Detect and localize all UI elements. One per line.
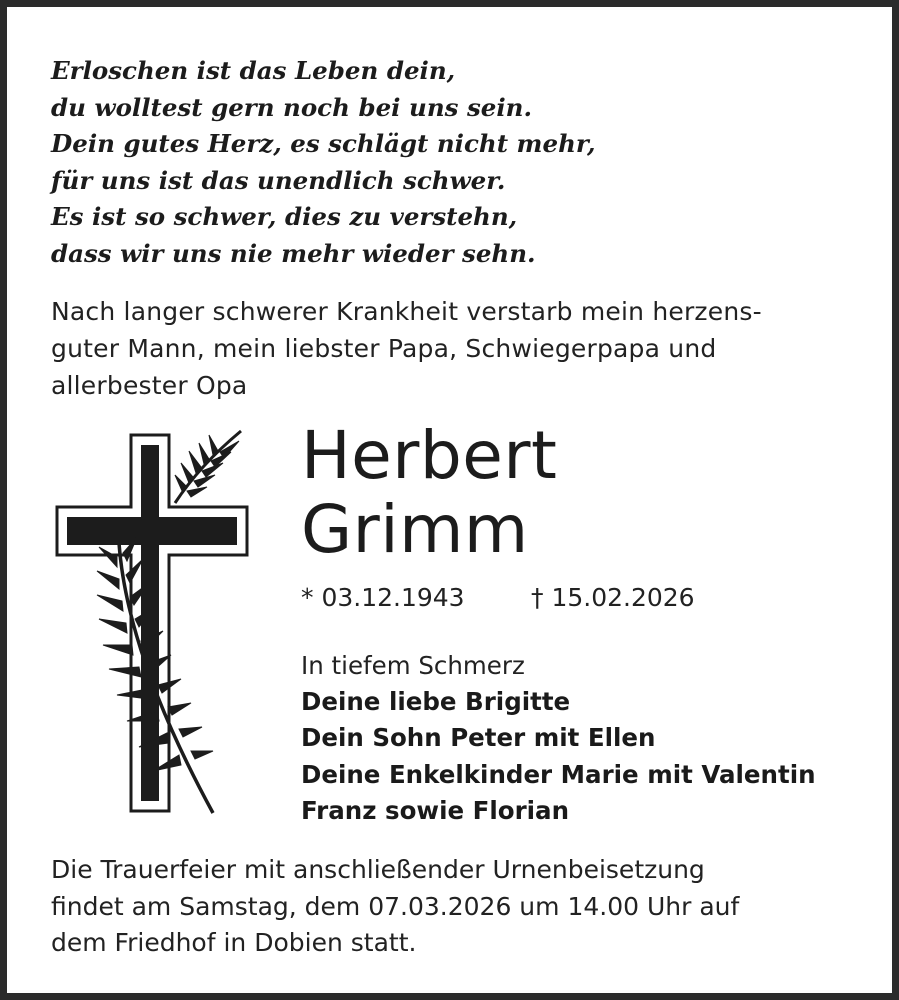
intro-line: allerbester Opa: [51, 371, 248, 400]
birth-date: * 03.12.1943: [301, 583, 465, 612]
funeral-line: dem Friedhof in Dobien statt.: [51, 928, 417, 957]
life-dates: [301, 580, 695, 616]
palm-branch-upper-icon: [175, 431, 241, 503]
cross-icon: [55, 425, 255, 825]
intro-line: guter Mann, mein liebster Papa, Schwiegerpapa und: [51, 334, 717, 363]
first-name: Herbert: [301, 417, 558, 494]
intro-line: Nach langer schwerer Krankheit verstarb mein herzens-: [51, 297, 762, 326]
intro-text: [51, 293, 762, 404]
poem-line: dass wir uns nie mehr wieder sehn.: [51, 238, 536, 268]
cross-with-palm-branches-icon: [55, 425, 255, 825]
mourner-name: Deine Enkelkinder Marie mit Valentin: [301, 759, 816, 789]
funeral-line: findet am Samstag, dem 07.03.2026 um 14.00 Uhr auf: [51, 891, 740, 921]
poem-line: Erloschen ist das Leben dein,: [51, 56, 456, 85]
poem: [51, 53, 596, 273]
poem-line: Dein gutes Herz, es schlägt nicht mehr,: [51, 129, 596, 159]
poem-line: du wolltest gern noch bei uns sein.: [51, 92, 532, 122]
poem-line: für uns ist das unendlich schwer.: [51, 165, 506, 195]
mourner-name: Dein Sohn Peter mit Ellen: [301, 723, 656, 753]
funeral-line: Die Trauerfeier mit anschließender Urnenbeisetzung: [51, 855, 705, 884]
poem-line: Es ist so schwer, dies zu verstehn,: [51, 202, 518, 232]
mourner-name: Deine liebe Brigitte: [301, 687, 571, 717]
death-date: † 15.02.2026: [531, 583, 695, 612]
mourners-block: [301, 648, 816, 829]
last-name: Grimm: [301, 491, 529, 568]
mourning-phrase: In tiefem Schmerz: [301, 651, 525, 680]
deceased-name: [301, 419, 557, 567]
funeral-info: [51, 852, 739, 962]
mourner-name: Franz sowie Florian: [301, 795, 570, 825]
